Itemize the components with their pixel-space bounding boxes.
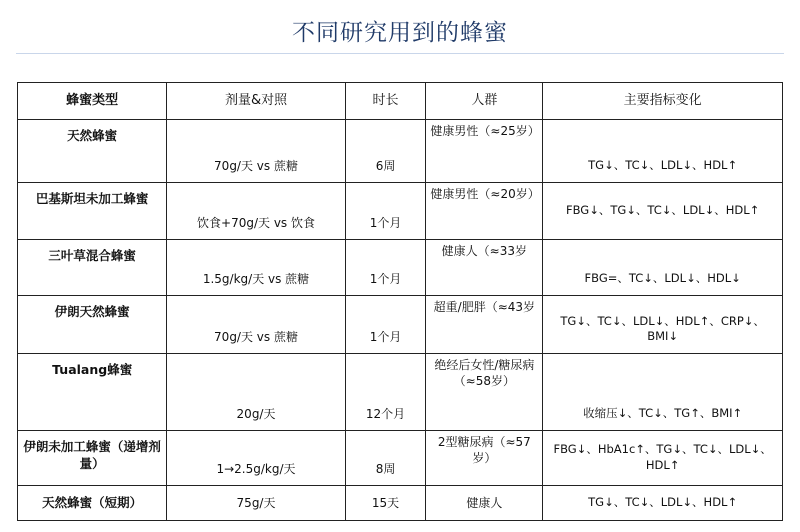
header-main-changes: 主要指标变化: [543, 83, 783, 120]
cell-duration: 12个月: [345, 354, 426, 431]
table-row: [18, 486, 783, 521]
cell-duration: 15天: [345, 486, 426, 521]
cell-dose: 75g/天: [167, 486, 345, 521]
cell-population: 健康男性（≈25岁）: [426, 120, 543, 183]
table-row: [18, 296, 783, 354]
cell-duration: 1个月: [345, 296, 426, 354]
header-duration: 时长: [345, 83, 426, 120]
cell-dose: 1→2.5g/kg/天: [167, 431, 345, 486]
cell-honey-type: 三叶草混合蜂蜜: [18, 240, 167, 296]
cell-dose: 70g/天 vs 蔗糖: [167, 120, 345, 183]
title-divider: [16, 53, 784, 54]
page-title: 不同研究用到的蜂蜜: [292, 20, 508, 46]
cell-honey-type: 巴基斯坦未加工蜂蜜: [18, 183, 167, 240]
header-honey-type: 蜂蜜类型: [18, 83, 167, 120]
cell-duration: 8周: [345, 431, 426, 486]
cell-population: 健康人: [426, 486, 543, 521]
cell-honey-type: 天然蜂蜜: [18, 120, 167, 183]
cell-changes: TG↓、TC↓、LDL↓、HDL↑: [543, 486, 783, 521]
cell-duration: 1个月: [345, 183, 426, 240]
cell-population: 健康男性（≈20岁）: [426, 183, 543, 240]
cell-dose: 1.5g/kg/天 vs 蔗糖: [167, 240, 345, 296]
cell-population: 超重/肥胖（≈43岁: [426, 296, 543, 354]
table-row: [18, 354, 783, 431]
table-row: [18, 431, 783, 486]
honey-studies-table: [17, 82, 783, 521]
cell-dose: 70g/天 vs 蔗糖: [167, 296, 345, 354]
cell-duration: 6周: [345, 120, 426, 183]
cell-changes: TG↓、TC↓、LDL↓、HDL↑: [543, 120, 783, 183]
cell-population: 绝经后女性/糖尿病（≈58岁）: [426, 354, 543, 431]
cell-dose: 20g/天: [167, 354, 345, 431]
table-header-row: [18, 83, 783, 120]
cell-changes: FBG↓、HbA1c↑、TG↓、TC↓、LDL↓、HDL↑: [543, 431, 783, 486]
cell-changes: 收缩压↓、TC↓、TG↑、BMI↑: [543, 354, 783, 431]
cell-population: 健康人（≈33岁: [426, 240, 543, 296]
table-row: [18, 240, 783, 296]
cell-changes: FBG=、TC↓、LDL↓、HDL↓: [543, 240, 783, 296]
header-dose-control: 剂量&对照: [167, 83, 345, 120]
cell-honey-type: 伊朗未加工蜂蜜（递增剂量）: [18, 431, 167, 486]
cell-changes: TG↓、TC↓、LDL↓、HDL↑、CRP↓、BMI↓: [543, 296, 783, 354]
cell-honey-type: Tualang蜂蜜: [18, 354, 167, 431]
cell-dose: 饮食+70g/天 vs 饮食: [167, 183, 345, 240]
table-row: [18, 120, 783, 183]
cell-changes: FBG↓、TG↓、TC↓、LDL↓、HDL↑: [543, 183, 783, 240]
cell-population: 2型糖尿病（≈57岁）: [426, 431, 543, 486]
table-row: [18, 183, 783, 240]
cell-honey-type: 天然蜂蜜（短期）: [18, 486, 167, 521]
cell-honey-type: 伊朗天然蜂蜜: [18, 296, 167, 354]
header-population: 人群: [426, 83, 543, 120]
cell-duration: 1个月: [345, 240, 426, 296]
